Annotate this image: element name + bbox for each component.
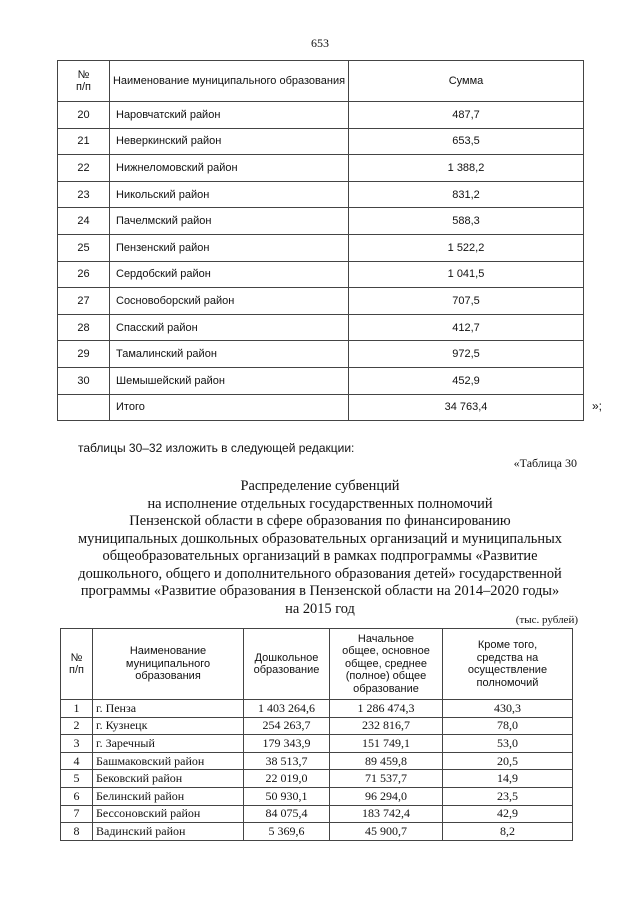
row-general: 232 816,7 [330, 717, 443, 735]
row-name: Наровчатский район [110, 102, 349, 129]
row-num: 25 [58, 234, 110, 261]
row-preschool: 22 019,0 [244, 770, 330, 788]
title-line: муниципальных дошкольных образовательных организаций и муниципальных [78, 530, 562, 547]
row-name: Спасский район [110, 314, 349, 341]
table-row [61, 717, 573, 735]
table-header-row [61, 629, 573, 700]
row-num: 5 [61, 770, 93, 788]
row-name: Сосновоборский район [110, 288, 349, 315]
row-num: 22 [58, 155, 110, 182]
row-general: 71 537,7 [330, 770, 443, 788]
title-line: Пензенской области в сфере образования по финансированию [129, 513, 511, 529]
title-line: на 2015 год [285, 600, 355, 617]
row-extra: 78,0 [443, 717, 573, 735]
row-extra: 53,0 [443, 735, 573, 753]
table-row [58, 181, 584, 208]
row-sum: 588,3 [349, 208, 584, 235]
row-name: Неверкинский район [110, 128, 349, 155]
column-header-general: Начальное общее, основное общее, среднее (полное) общее образование [330, 629, 443, 700]
row-name: Никольский район [110, 181, 349, 208]
column-header-extra: Кроме того, средства на осуществление полномочий [443, 629, 573, 700]
title-line: общеобразовательных организаций в рамках подпрограммы «Развитие [102, 548, 538, 564]
row-sum: 972,5 [349, 341, 584, 368]
row-sum: 412,7 [349, 314, 584, 341]
row-name: г. Заречный [93, 735, 244, 753]
row-name: Сердобский район [110, 261, 349, 288]
row-extra: 14,9 [443, 770, 573, 788]
row-name: г. Кузнецк [93, 717, 244, 735]
table-row [58, 367, 584, 394]
row-sum: 831,2 [349, 181, 584, 208]
row-general: 96 294,0 [330, 787, 443, 805]
table-row [61, 823, 573, 841]
row-sum: 452,9 [349, 367, 584, 394]
row-general: 1 286 474,3 [330, 700, 443, 718]
total-num [58, 394, 110, 421]
row-num: 8 [61, 823, 93, 841]
closing-quote: »; [592, 399, 603, 413]
column-header-num: № п/п [58, 61, 110, 102]
row-num: 7 [61, 805, 93, 823]
row-num: 30 [58, 367, 110, 394]
row-num: 21 [58, 128, 110, 155]
row-name: г. Пенза [93, 700, 244, 718]
total-label: Итого [110, 394, 349, 421]
row-preschool: 5 369,6 [244, 823, 330, 841]
table-title [40, 478, 600, 618]
row-general: 45 900,7 [330, 823, 443, 841]
table-row [58, 234, 584, 261]
total-sum: 34 763,4 [349, 394, 584, 421]
row-preschool: 254 263,7 [244, 717, 330, 735]
table-row [58, 288, 584, 315]
row-extra: 20,5 [443, 752, 573, 770]
row-general: 183 742,4 [330, 805, 443, 823]
row-general: 89 459,8 [330, 752, 443, 770]
row-preschool: 179 343,9 [244, 735, 330, 753]
subsidy-sum-table [57, 60, 584, 421]
row-extra: 8,2 [443, 823, 573, 841]
row-extra: 42,9 [443, 805, 573, 823]
row-preschool: 50 930,1 [244, 787, 330, 805]
table-row [61, 700, 573, 718]
row-num: 24 [58, 208, 110, 235]
column-header-preschool: Дошкольное образование [244, 629, 330, 700]
row-sum: 1 388,2 [349, 155, 584, 182]
row-num: 1 [61, 700, 93, 718]
row-num: 27 [58, 288, 110, 315]
row-sum: 707,5 [349, 288, 584, 315]
row-num: 2 [61, 717, 93, 735]
subsidy-distribution-table [60, 628, 573, 841]
row-name: Башмаковский район [93, 752, 244, 770]
row-num: 28 [58, 314, 110, 341]
row-num: 4 [61, 752, 93, 770]
row-sum: 1 522,2 [349, 234, 584, 261]
row-num: 23 [58, 181, 110, 208]
row-name: Бековский район [93, 770, 244, 788]
table-row [61, 787, 573, 805]
table-row [58, 208, 584, 235]
row-preschool: 38 513,7 [244, 752, 330, 770]
page-number: 653 [311, 36, 329, 50]
row-name: Нижнеломовский район [110, 155, 349, 182]
title-line: на исполнение отдельных государственных полномочий [147, 495, 493, 512]
row-preschool: 1 403 264,6 [244, 700, 330, 718]
row-name: Белинский район [93, 787, 244, 805]
row-num: 6 [61, 787, 93, 805]
table-total-row [58, 394, 584, 421]
row-name: Бессоновский район [93, 805, 244, 823]
intro-text: таблицы 30–32 изложить в следующей редакции: [78, 441, 355, 455]
column-header-sum: Сумма [349, 61, 584, 102]
table-row [61, 805, 573, 823]
row-num: 26 [58, 261, 110, 288]
row-sum: 1 041,5 [349, 261, 584, 288]
row-name: Шемышейский район [110, 367, 349, 394]
row-num: 3 [61, 735, 93, 753]
row-name: Пензенский район [110, 234, 349, 261]
column-header-name: Наименование муниципального образования [110, 61, 349, 102]
column-header-num: № п/п [61, 629, 93, 700]
column-header-name: Наименование муниципального образования [93, 629, 244, 700]
row-name: Вадинский район [93, 823, 244, 841]
row-general: 151 749,1 [330, 735, 443, 753]
table-row [58, 155, 584, 182]
table-row [61, 752, 573, 770]
title-line: программы «Развитие образования в Пензенской области на 2014–2020 годы» [80, 583, 560, 599]
table-row [58, 314, 584, 341]
row-extra: 430,3 [443, 700, 573, 718]
table-header-row [58, 61, 584, 102]
row-name: Пачелмский район [110, 208, 349, 235]
row-extra: 23,5 [443, 787, 573, 805]
row-preschool: 84 075,4 [244, 805, 330, 823]
row-num: 29 [58, 341, 110, 368]
title-line: дошкольного, общего и дополнительного образования детей» государственной [78, 565, 562, 582]
row-sum: 487,7 [349, 102, 584, 129]
table-row [58, 261, 584, 288]
row-name: Тамалинский район [110, 341, 349, 368]
title-line: Распределение субвенций [240, 478, 400, 494]
table-row [58, 341, 584, 368]
table-row [58, 102, 584, 129]
table-label: «Таблица 30 [513, 456, 577, 470]
units-note: (тыс. рублей) [515, 614, 578, 626]
table-row [61, 735, 573, 753]
row-num: 20 [58, 102, 110, 129]
table-row [58, 128, 584, 155]
table-row [61, 770, 573, 788]
row-sum: 653,5 [349, 128, 584, 155]
